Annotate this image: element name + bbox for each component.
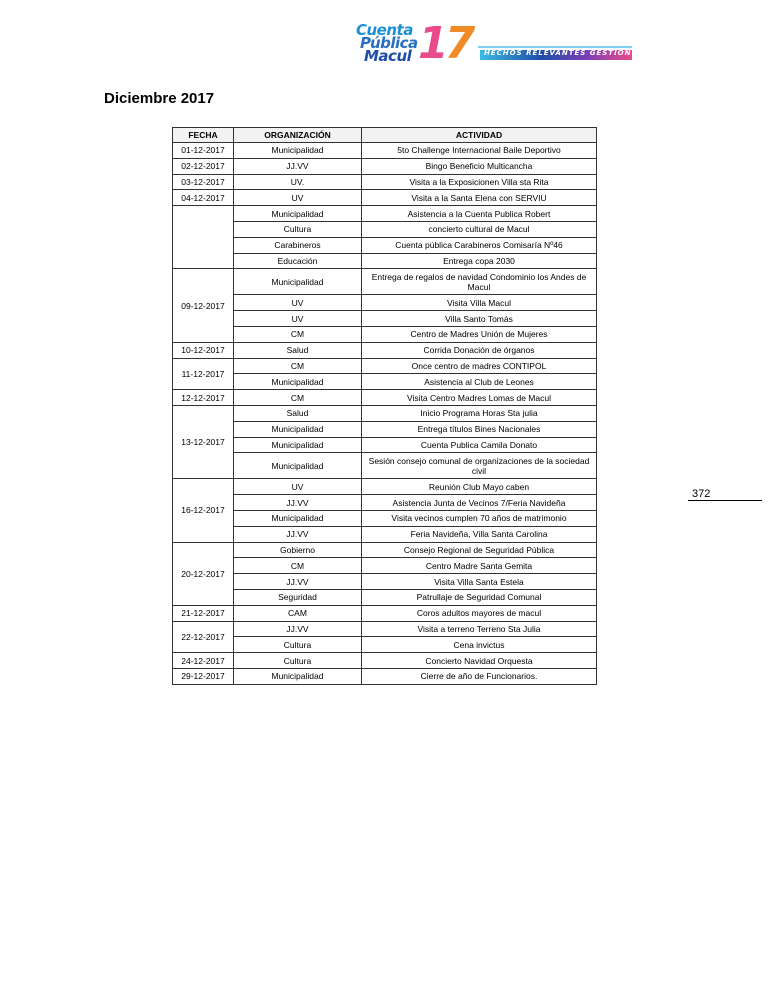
cell-organizacion: UV: [234, 190, 362, 206]
cell-fecha: 21-12-2017: [173, 605, 234, 621]
cell-organizacion: JJ.VV: [234, 158, 362, 174]
cell-organizacion: UV: [234, 311, 362, 327]
cell-organizacion: Educación: [234, 253, 362, 269]
table-row: [173, 358, 597, 374]
cell-organizacion: CM: [234, 558, 362, 574]
logo-accent-line: [478, 46, 632, 48]
header-organizacion: ORGANIZACIÓN: [234, 128, 362, 143]
table-row: [173, 479, 597, 495]
page-title: Diciembre 2017: [104, 90, 215, 107]
cell-actividad: Visita Villa Macul: [362, 295, 597, 311]
table-row: [173, 253, 597, 269]
logo-digit-7: 7: [444, 18, 472, 69]
cell-actividad: Entrega copa 2030: [362, 253, 597, 269]
table-row: [173, 653, 597, 669]
cell-actividad: Sesión consejo comunal de organizaciones de la sociedad civil: [362, 453, 597, 479]
cell-actividad: Visita a terreno Terreno Sta Julia: [362, 621, 597, 637]
cell-fecha: 04-12-2017: [173, 190, 234, 206]
table-row: [173, 237, 597, 253]
table-row: [173, 558, 597, 574]
cell-organizacion: Municipalidad: [234, 206, 362, 222]
cell-organizacion: UV: [234, 479, 362, 495]
cell-fecha: 24-12-2017: [173, 653, 234, 669]
cell-organizacion: CM: [234, 358, 362, 374]
cell-organizacion: CM: [234, 390, 362, 406]
table-row: [173, 421, 597, 437]
table-row: [173, 495, 597, 511]
logo-year-number: [418, 18, 472, 69]
cell-fecha: 02-12-2017: [173, 158, 234, 174]
cell-organizacion: Municipalidad: [234, 668, 362, 684]
cell-fecha: 03-12-2017: [173, 174, 234, 190]
cell-fecha: 10-12-2017: [173, 342, 234, 358]
cell-fecha: 16-12-2017: [173, 479, 234, 542]
table-row: [173, 637, 597, 653]
header-fecha: FECHA: [173, 128, 234, 143]
activities-table: [172, 127, 597, 685]
cell-actividad: Centro de Madres Unión de Mujeres: [362, 326, 597, 342]
cuenta-publica-logo: [356, 18, 659, 72]
table-row: [173, 574, 597, 590]
cell-organizacion: Municipalidad: [234, 437, 362, 453]
cell-organizacion: JJ.VV: [234, 574, 362, 590]
cell-actividad: Entrega de regalos de navidad Condominio los Andes de Macul: [362, 269, 597, 295]
cell-actividad: Visita a la Santa Elena con SERVIU: [362, 190, 597, 206]
cell-fecha: 22-12-2017: [173, 621, 234, 653]
table-row: [173, 190, 597, 206]
cell-actividad: Inicio Programa Horas Sta julia: [362, 405, 597, 421]
cell-actividad: Cuenta pública Carabineros Comisaría Nº46: [362, 237, 597, 253]
cell-actividad: Cena invictus: [362, 637, 597, 653]
cell-fecha: 11-12-2017: [173, 358, 234, 390]
page-number: 372: [692, 488, 711, 500]
table-row: [173, 405, 597, 421]
cell-organizacion: JJ.VV: [234, 526, 362, 542]
logo-digit-1: 1: [418, 18, 445, 69]
cell-fecha: 09-12-2017: [173, 269, 234, 342]
table-row: [173, 295, 597, 311]
cell-organizacion: Cultura: [234, 221, 362, 237]
cell-organizacion: Seguridad: [234, 589, 362, 605]
cell-organizacion: Carabineros: [234, 237, 362, 253]
cell-organizacion: Municipalidad: [234, 374, 362, 390]
table-row: [173, 342, 597, 358]
cell-organizacion: Cultura: [234, 653, 362, 669]
cell-organizacion: UV.: [234, 174, 362, 190]
cell-fecha: 13-12-2017: [173, 405, 234, 478]
cell-organizacion: Municipalidad: [234, 269, 362, 295]
cell-organizacion: JJ.VV: [234, 621, 362, 637]
table-row: [173, 605, 597, 621]
cell-actividad: Consejo Regional de Seguridad Pública: [362, 542, 597, 558]
cell-actividad: Villa Santo Tomás: [362, 311, 597, 327]
cell-actividad: Cuenta Publica Camila Donato: [362, 437, 597, 453]
cell-actividad: Centro Madre Santa Gemita: [362, 558, 597, 574]
logo-line-3: Macul: [364, 47, 412, 65]
cell-actividad: Feria Navideña, Villa Santa Carolina: [362, 526, 597, 542]
table-row: [173, 437, 597, 453]
cell-actividad: Asistencia al Club de Leones: [362, 374, 597, 390]
table-row: [173, 453, 597, 479]
cell-organizacion: Cultura: [234, 637, 362, 653]
table-row: [173, 269, 597, 295]
table-header-row: [173, 128, 597, 143]
table-row: [173, 143, 597, 159]
cell-actividad: Coros adultos mayores de macul: [362, 605, 597, 621]
cell-fecha: 12-12-2017: [173, 390, 234, 406]
cell-actividad: Corrida Donación de órganos: [362, 342, 597, 358]
cell-actividad: Visita a la Exposicionen Villa sta Rita: [362, 174, 597, 190]
logo-wordmark: [356, 21, 418, 65]
cell-actividad: Visita vecinos cumplen 70 años de matrimonio: [362, 510, 597, 526]
header-actividad: ACTIVIDAD: [362, 128, 597, 143]
cell-organizacion: Municipalidad: [234, 421, 362, 437]
cell-actividad: Entrega títulos Bines Nacionales: [362, 421, 597, 437]
cell-organizacion: CM: [234, 326, 362, 342]
cell-organizacion: CAM: [234, 605, 362, 621]
cell-actividad: Patrullaje de Seguridad Comunal: [362, 589, 597, 605]
table-row: [173, 174, 597, 190]
logo-line-1: Cuenta: [356, 21, 413, 39]
table-row: [173, 526, 597, 542]
logo-line-2: Pública: [360, 34, 418, 52]
table-row: [173, 326, 597, 342]
cell-organizacion: Municipalidad: [234, 143, 362, 159]
table-row: [173, 621, 597, 637]
cell-organizacion: Municipalidad: [234, 453, 362, 479]
cell-fecha: 20-12-2017: [173, 542, 234, 605]
page-number-underline: [688, 500, 762, 501]
table-row: [173, 668, 597, 684]
table-row: [173, 374, 597, 390]
cell-actividad: Asistencia a la Cuenta Publica Robert: [362, 206, 597, 222]
table-row: [173, 221, 597, 237]
cell-actividad: Cierre de año de Funcionarios.: [362, 668, 597, 684]
table-row: [173, 589, 597, 605]
cell-fecha: 01-12-2017: [173, 143, 234, 159]
table-row: [173, 390, 597, 406]
cell-organizacion: JJ.VV: [234, 495, 362, 511]
table-row: [173, 158, 597, 174]
cell-actividad: Visita Centro Madres Lomas de Macul: [362, 390, 597, 406]
cell-organizacion: Salud: [234, 342, 362, 358]
cell-actividad: Asistencia Junta de Vecinos 7/Feria Navideña: [362, 495, 597, 511]
cell-fecha: [173, 206, 234, 269]
cell-actividad: 5to Challenge Internacional Baile Deportivo: [362, 143, 597, 159]
cell-organizacion: Gobierno: [234, 542, 362, 558]
cell-actividad: Bingo Beneficio Multicancha: [362, 158, 597, 174]
cell-actividad: Once centro de madres CONTIPOL: [362, 358, 597, 374]
cell-actividad: Concierto Navidad Orquesta: [362, 653, 597, 669]
cell-organizacion: UV: [234, 295, 362, 311]
cell-actividad: Visita Villa Santa Estela: [362, 574, 597, 590]
cell-actividad: Reunión Club Mayo caben: [362, 479, 597, 495]
table-row: [173, 311, 597, 327]
table-row: [173, 510, 597, 526]
cell-fecha: 29-12-2017: [173, 668, 234, 684]
cell-organizacion: Municipalidad: [234, 510, 362, 526]
logo-tagline: HECHOS RELEVANTES GESTION 2017: [484, 49, 659, 57]
table-row: [173, 542, 597, 558]
table-row: [173, 206, 597, 222]
cell-organizacion: Salud: [234, 405, 362, 421]
cell-actividad: concierto cultural de Macul: [362, 221, 597, 237]
